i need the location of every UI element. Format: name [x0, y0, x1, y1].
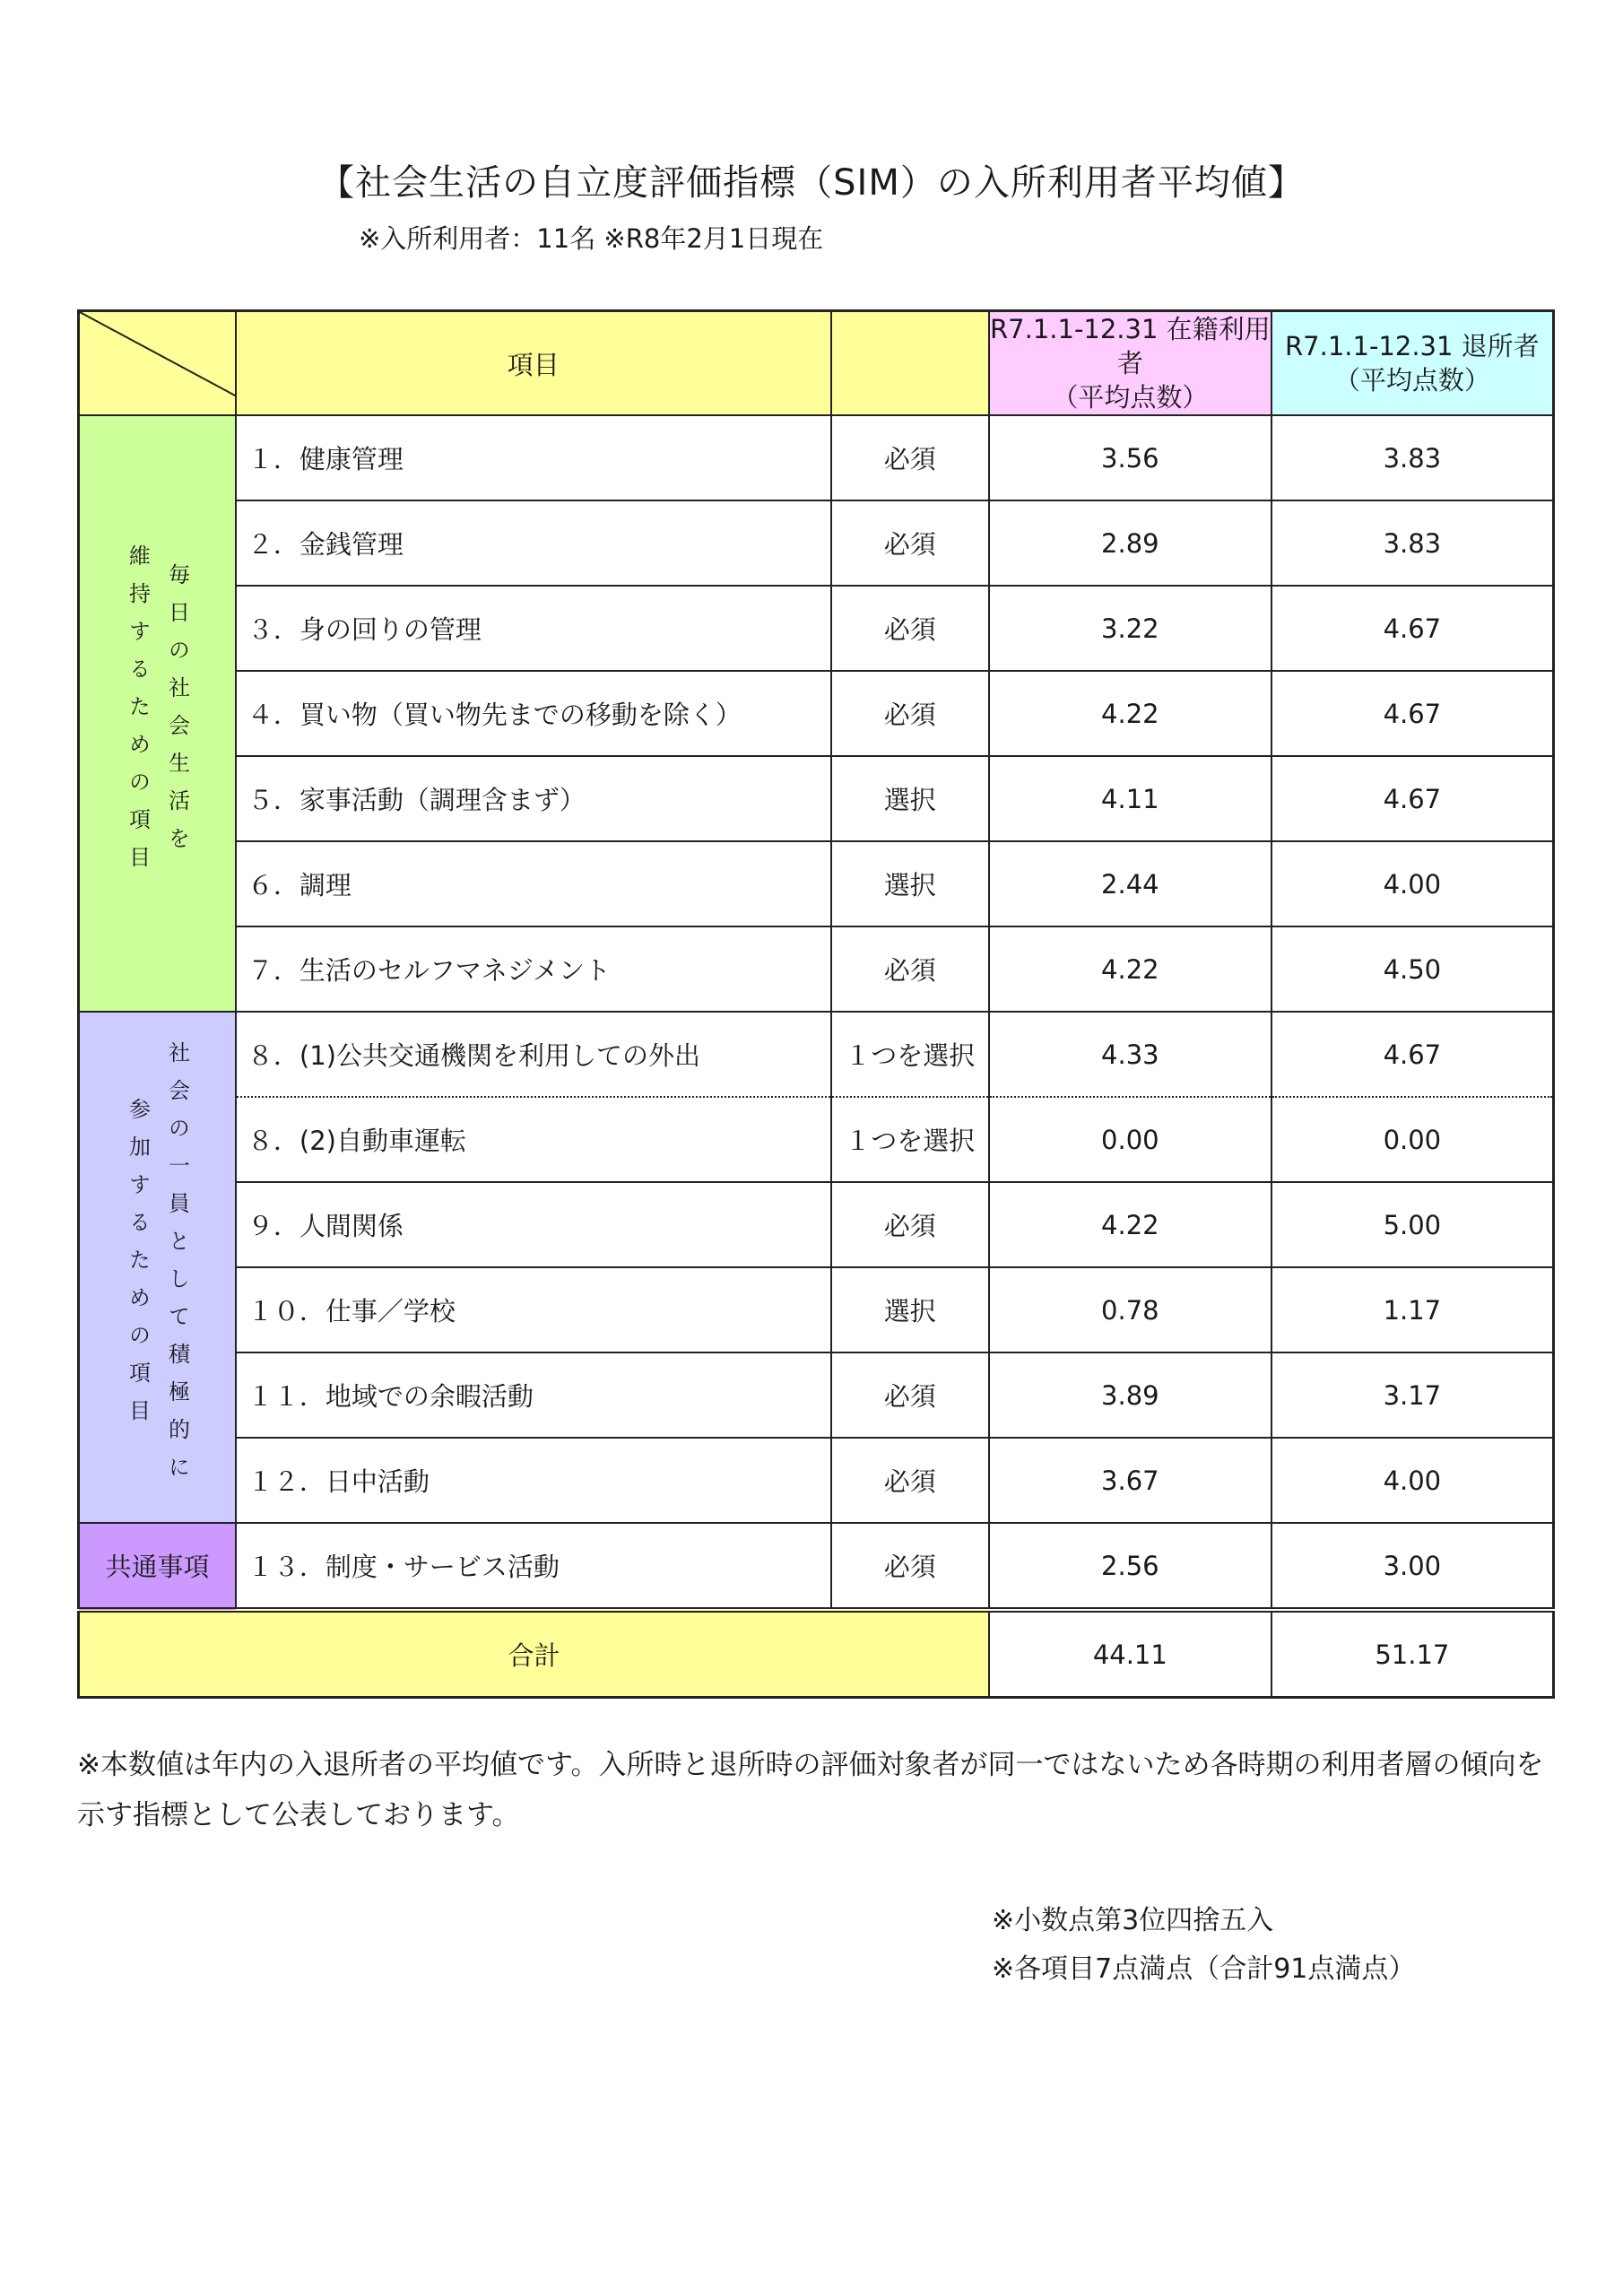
value-current: 4.22: [989, 1182, 1271, 1267]
table-row: [79, 1097, 1554, 1182]
header-col-discharged-line2: （平均点数）: [1333, 365, 1490, 396]
item-requirement: 選択: [831, 841, 989, 926]
page-title: 【社会生活の自立度評価指標（SIM）の入所利用者平均値】: [318, 162, 1305, 204]
item-name: ６．調理: [236, 841, 831, 926]
value-discharged: 4.67: [1271, 671, 1554, 756]
item-requirement: １つを選択: [831, 1012, 989, 1097]
group-social-col-right: 社会の一員として積極的に: [164, 1041, 190, 1493]
group-daily-life: [79, 415, 236, 1012]
table-row: [79, 671, 1554, 756]
header-col-current-line2: （平均点数）: [1052, 382, 1209, 413]
item-requirement: 必須: [831, 926, 989, 1012]
value-current: 2.89: [989, 500, 1271, 586]
value-current: 2.44: [989, 841, 1271, 926]
header-item-label: 項目: [236, 311, 831, 416]
value-current: 4.11: [989, 756, 1271, 841]
total-discharged: 51.17: [1271, 1610, 1554, 1698]
value-current: 4.22: [989, 671, 1271, 756]
note-text: ※本数値は年内の入退所者の平均値です。入所時と退所時の評価対象者が同一ではないため各時期の利用者層の傾向を示す指標として公表しております。: [77, 1749, 1544, 1831]
item-name: １．健康管理: [236, 415, 831, 500]
table-row: [79, 1352, 1554, 1438]
value-current: 3.56: [989, 415, 1271, 500]
item-requirement: 必須: [831, 1523, 989, 1610]
table-row: [79, 1267, 1554, 1352]
header-corner: [79, 311, 236, 416]
item-name: ８．(1)公共交通機関を利用しての外出: [236, 1012, 831, 1097]
item-requirement: 選択: [831, 756, 989, 841]
item-requirement: 必須: [831, 1182, 989, 1267]
value-current: 0.00: [989, 1097, 1271, 1182]
item-requirement: １つを選択: [831, 1097, 989, 1182]
total-current: 44.11: [989, 1610, 1271, 1698]
value-discharged: 3.83: [1271, 500, 1554, 586]
value-discharged: 3.00: [1271, 1523, 1554, 1610]
value-current: 2.56: [989, 1523, 1271, 1610]
total-row: [79, 1610, 1554, 1698]
header-col-current-line1: R7.1.1-12.31 在籍利用者: [990, 314, 1271, 378]
value-current: 4.22: [989, 926, 1271, 1012]
item-name: ９．人間関係: [236, 1182, 831, 1267]
item-name: １３．制度・サービス活動: [236, 1523, 831, 1610]
table-row: [79, 841, 1554, 926]
header-req-blank: [831, 311, 989, 416]
total-label: 合計: [79, 1610, 989, 1698]
table-row: [79, 586, 1554, 671]
item-name: ２．金銭管理: [236, 500, 831, 586]
table-row: [79, 926, 1554, 1012]
table-row: [79, 1438, 1554, 1523]
table-row: [79, 756, 1554, 841]
item-requirement: 選択: [831, 1267, 989, 1352]
value-discharged: 4.67: [1271, 586, 1554, 671]
value-discharged: 1.17: [1271, 1267, 1554, 1352]
item-requirement: 必須: [831, 1352, 989, 1438]
footnote-rounding: ※小数点第3位四捨五入: [992, 1905, 1274, 1936]
table-row: [79, 415, 1554, 500]
value-discharged: 5.00: [1271, 1182, 1554, 1267]
value-current: 3.22: [989, 586, 1271, 671]
group-common: 共通事項: [79, 1523, 236, 1610]
item-requirement: 必須: [831, 586, 989, 671]
group-social-participation: [79, 1012, 236, 1523]
value-current: 0.78: [989, 1267, 1271, 1352]
value-discharged: 3.17: [1271, 1352, 1554, 1438]
table-row: [79, 1012, 1554, 1097]
item-name: １１．地域での余暇活動: [236, 1352, 831, 1438]
diagonal-line-icon: [80, 312, 237, 396]
table-row: [79, 1523, 1554, 1610]
value-current: 3.67: [989, 1438, 1271, 1523]
table-row: [79, 500, 1554, 586]
item-requirement: 必須: [831, 671, 989, 756]
value-discharged: 4.50: [1271, 926, 1554, 1012]
header-col-current: [989, 311, 1271, 416]
item-name: ５．家事活動（調理含まず）: [236, 756, 831, 841]
footnote-max-score: ※各項目7点満点（合計91点満点）: [992, 1953, 1416, 1985]
header-col-discharged: [1271, 311, 1554, 416]
item-name: ７．生活のセルフマネジメント: [236, 926, 831, 1012]
table-row: [79, 1182, 1554, 1267]
value-discharged: 4.67: [1271, 756, 1554, 841]
page-subtitle: ※入所利用者：11名 ※R8年2月1日現在: [359, 223, 824, 254]
value-discharged: 3.83: [1271, 415, 1554, 500]
value-discharged: 4.67: [1271, 1012, 1554, 1097]
item-name: ８．(2)自動車運転: [236, 1097, 831, 1182]
item-requirement: 必須: [831, 1438, 989, 1523]
group-daily-col-right: 毎日の社会生活を: [164, 562, 190, 865]
header-row: [79, 311, 1554, 416]
value-discharged: 4.00: [1271, 841, 1554, 926]
item-requirement: 必須: [831, 500, 989, 586]
item-name: １０．仕事／学校: [236, 1267, 831, 1352]
item-name: １２．日中活動: [236, 1438, 831, 1523]
item-name: ４．買い物（買い物先までの移動を除く）: [236, 671, 831, 756]
group-social-col-left: 参加するための項目: [125, 1098, 151, 1437]
header-col-discharged-line1: R7.1.1-12.31 退所者: [1285, 331, 1540, 361]
value-discharged: 4.00: [1271, 1438, 1554, 1523]
value-current: 4.33: [989, 1012, 1271, 1097]
group-daily-col-left: 維持するための項目: [125, 544, 151, 883]
sim-table: [77, 309, 1555, 1699]
item-requirement: 必須: [831, 415, 989, 500]
item-name: ３．身の回りの管理: [236, 586, 831, 671]
value-discharged: 0.00: [1271, 1097, 1554, 1182]
value-current: 3.89: [989, 1352, 1271, 1438]
